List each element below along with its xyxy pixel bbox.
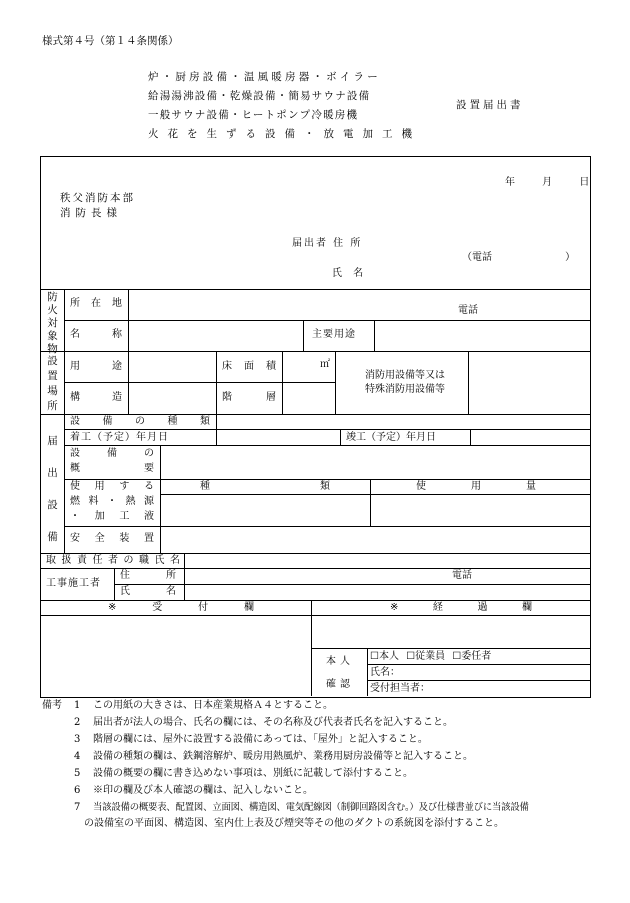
note-text: 階層の欄には、屋外に設置する設備にあっては、「屋外」と記入すること。 (93, 734, 428, 745)
equipment-line-2: 給湯湯沸設備・乾燥設備・簡易サウナ設備 (148, 90, 371, 102)
fuel-label-3: ・ 加 工 液 (70, 511, 154, 522)
identity-label-1: 本人 (326, 656, 354, 667)
addressee-line-2: 消防長様 (60, 207, 122, 219)
identity-checkboxes[interactable]: ☐本人 ☐従業員 ☐委任者 (370, 651, 492, 662)
fuel-kind-header: 種 類 (200, 481, 330, 492)
install-place-label: 設置場所 (47, 355, 58, 412)
note-text: この用紙の大きさは、日本産業規格Ａ４とすること。 (93, 700, 333, 711)
equipment-line-3: 一般サウナ設備・ヒートポンプ冷暖房機 (148, 109, 359, 121)
fuel-label-2: 燃 料 ・ 熱 源 (70, 496, 154, 507)
contractor-address-label: 住 所 (120, 570, 176, 581)
note-num: 5 (74, 768, 81, 779)
equipment-kind-header: 設 備 の 種 類 (70, 416, 210, 427)
notes-label: 備考 (42, 700, 62, 711)
use-label: 用 途 (70, 361, 122, 372)
fire-target-label: 防火対象物 (47, 291, 58, 355)
applicant-address-label: 届出者 住 所 (292, 238, 363, 249)
location-phone-label: 電話 (458, 305, 478, 316)
form-number: 様式第４号（第１４条関係） (42, 35, 179, 47)
identity-label-2: 確認 (326, 679, 354, 690)
location-label: 所 在 地 (70, 298, 122, 309)
date-label: 年 月 日 (505, 177, 602, 188)
note-num: 4 (74, 751, 81, 762)
note-text: ※印の欄及び本人確認の欄は、記入しないこと。 (93, 785, 313, 796)
note-num: 2 (74, 717, 81, 728)
identity-name-label: 氏名： (370, 667, 400, 678)
usage-amount-header: 使 用 量 (416, 481, 536, 492)
note-text: 当該設備の概要表、配置図、立面図、構造図、電気配線図（制御回路図含む。）及び仕様書並びに当該設備 (93, 802, 529, 813)
safety-device-label: 安 全 装 置 (70, 533, 154, 544)
note-num: 7 (74, 802, 81, 813)
structure-label: 構 造 (70, 392, 122, 403)
contractor-label: 工事施工者 (46, 578, 101, 589)
equipment-overview-label-1: 設 備 の (70, 448, 154, 459)
note-text: 設備の概要の欄に書き込めない事項は、別紙に記載して添付すること。 (93, 768, 413, 779)
note-text: 届出者が法人の場合、氏名の欄には、その名称及び代表者氏名を記入すること。 (93, 717, 453, 728)
note-text-continued: の設備室の平面図、構造図、室内仕上表及び煙突等その他のダクトの系統図を添付すること。 (84, 818, 504, 829)
note-num: 3 (74, 734, 81, 745)
addressee-line-1: 秩父消防本部 (60, 192, 135, 204)
equipment-line-4: 火花を生ずる設備・放電加工機 (148, 128, 421, 140)
complete-date-label: 竣工（予定）年月日 (346, 432, 436, 443)
contractor-phone-label: 電話 (452, 570, 472, 581)
reception-staff-label: 受付担当者： (370, 683, 430, 694)
equipment-line-1: 炉・厨房設備・温風暖房器・ボイラー (148, 71, 381, 83)
note-num: 1 (74, 700, 81, 711)
main-use-label: 主要用途 (312, 329, 356, 340)
start-date-label: 着工（予定）年月日 (70, 432, 169, 443)
reception-header: ※ 受 付 欄 (108, 602, 254, 613)
note-num: 6 (74, 785, 81, 796)
floor-area-label: 床 面 積 (222, 361, 276, 372)
applicant-name-label: 氏 名 (332, 268, 368, 279)
floor-label: 階 層 (222, 392, 276, 403)
note-text: 設備の種類の欄は、鉄鋼溶解炉、暖房用熱風炉、業務用厨房設備等と記入すること。 (93, 751, 473, 762)
manager-label: 取 扱 責 任 者 の 職 氏 名 (46, 555, 180, 566)
equipment-overview-label-2: 概 要 (70, 463, 154, 474)
name-label: 名 称 (70, 329, 122, 340)
applicant-phone-label: （電話 ） (462, 252, 576, 263)
sqm-unit: ㎡ (320, 359, 330, 370)
fire-equipment-label-1: 消防用設備等又は (365, 370, 445, 381)
fuel-label-1: 使 用 す る (70, 481, 154, 492)
document-title: 設置届出書 (456, 99, 524, 111)
contractor-name-label: 氏 名 (120, 586, 176, 597)
fire-equipment-label-2: 特殊消防用設備等 (365, 384, 445, 395)
notified-equipment-label: 届出設備 (47, 435, 58, 543)
progress-header: ※ 経 過 欄 (390, 602, 532, 613)
